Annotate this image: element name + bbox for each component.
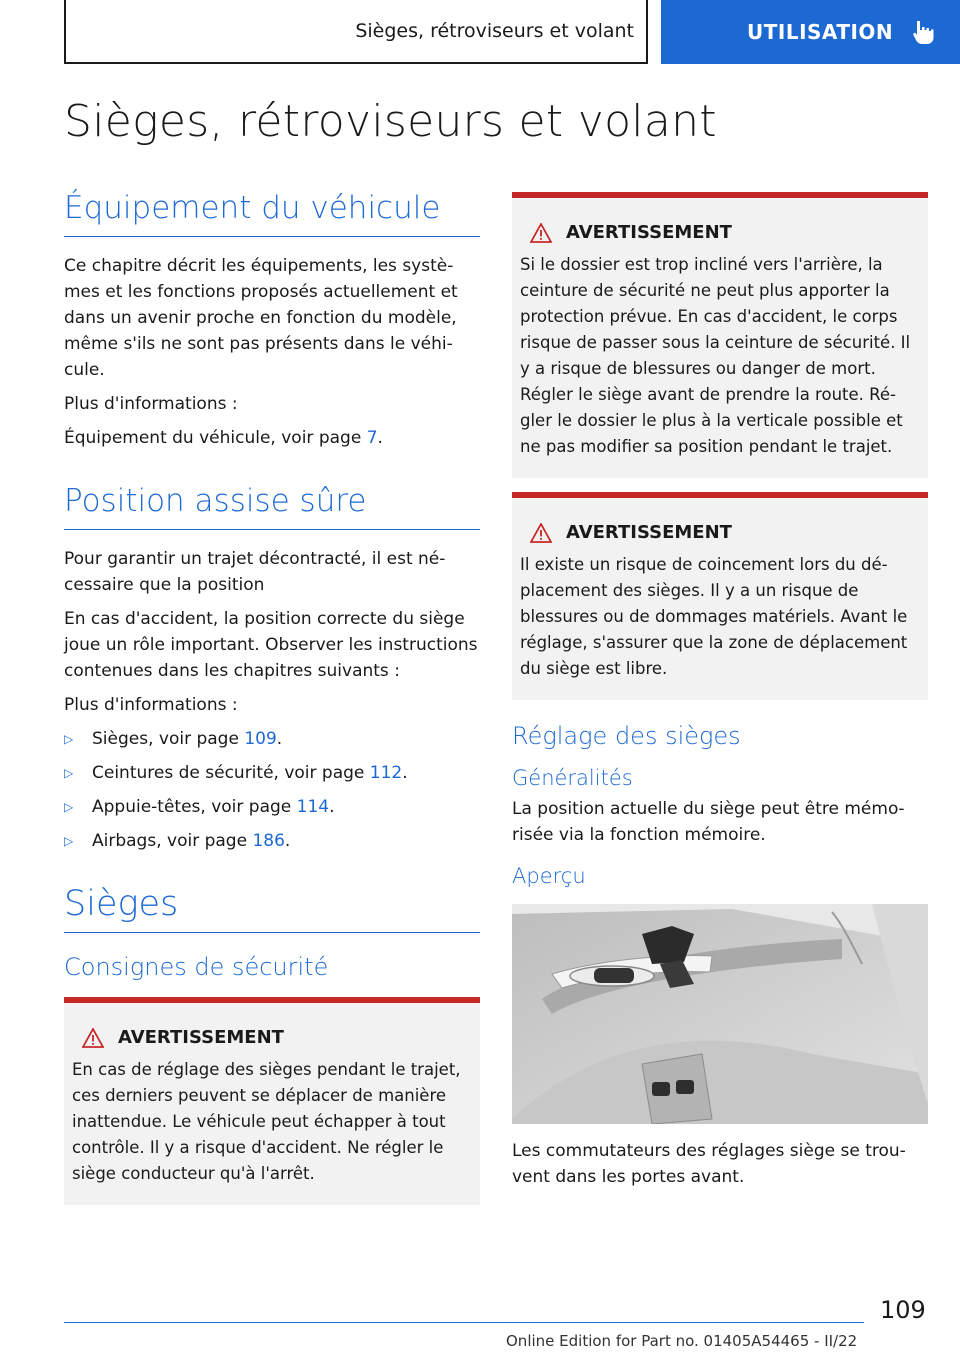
- heading-apercu: Aperçu: [512, 864, 586, 888]
- heading-reglage-sieges: Réglage des sièges: [512, 722, 741, 750]
- reference-list: [64, 726, 480, 854]
- heading-equipement: Équipement du véhicule: [64, 188, 480, 237]
- page-title: Sièges, rétroviseurs et volant: [64, 96, 717, 147]
- left-column: [64, 188, 480, 1205]
- paragraph-position-2: En cas d'accident, la position correcte du siège joue un rôle important. Observer les instructions contenues dans les chapitres suivants :: [64, 609, 478, 681]
- triangle-bullet-icon: ▷: [64, 800, 74, 814]
- warning-box: [512, 192, 928, 478]
- warning-body: Il existe un risque de coincement lors du déplacement des sièges. Il y a un risque de blessures ou de dommages matériels. Avant le réglage, s'assurer que la zone de déplacement du siège est libre.: [520, 555, 908, 678]
- more-info-label: Plus d'informations :: [64, 394, 238, 414]
- paragraph-generalites: La position actuelle du siège peut être mémorisée via la fonction mémoire.: [512, 799, 905, 845]
- warning-triangle-icon: [530, 523, 552, 543]
- list-item: ▷ Sièges, voir page 109.: [64, 726, 480, 752]
- paragraph-apercu: Les commutateurs des réglages siège se trouvent dans les portes avant.: [512, 1141, 906, 1187]
- paragraph-equipement: Ce chapitre décrit les équipements, les systèmes et les fonctions proposés actuellement et dans un avenir proche en fonction du modèle, même s'ils ne sont pas présents dans le véhicule.: [64, 256, 458, 380]
- list-item: ▷ Ceintures de sécurité, voir page 112.: [64, 760, 480, 786]
- warning-body: En cas de réglage des sièges pendant le trajet, ces derniers peuvent se déplacer de manière inattendue. Le véhicule peut échapper à tout contrôle. Il y a risque d'accident. Ne régler le siège conducteur qu'à l'arrêt.: [72, 1060, 461, 1183]
- warning-box: [64, 997, 480, 1205]
- more-info-label: Plus d'informations :: [64, 695, 238, 715]
- heading-generalites: Généralités: [512, 766, 633, 790]
- paragraph-position-1: Pour garantir un trajet décontracté, il est nécessaire que la position: [64, 549, 446, 595]
- warning-title: AVERTISSEMENT: [520, 520, 920, 546]
- equipement-ref-link[interactable]: 7: [366, 428, 378, 448]
- triangle-bullet-icon: ▷: [64, 732, 74, 746]
- page-number: 109: [880, 1296, 926, 1324]
- warning-triangle-icon: [530, 223, 552, 243]
- seat-switch-photo: [512, 904, 928, 1124]
- header-chapter-title: UTILISATION: [747, 20, 894, 44]
- header-section-tab: [64, 0, 648, 64]
- edition-note: Online Edition for Part no. 01405A54465 - II/22: [506, 1332, 858, 1350]
- footer-divider: [64, 1322, 864, 1323]
- header-chapter-tab: [661, 0, 960, 64]
- warning-body: Si le dossier est trop incliné vers l'arrière, la ceinture de sécurité ne peut plus apporter la protection prévue. En cas d'accident, le corps risque de passer sous la ceinture de sécurité. Il y a risque de blessures ou danger de mort. Régler le siège avant de prendre la route. Régler le dossier le plus à la verticale possible et ne pas modifier sa position pendant le trajet.: [520, 255, 911, 456]
- warning-triangle-icon: [82, 1028, 104, 1048]
- page-link[interactable]: 186: [252, 831, 285, 851]
- equipement-reference: Équipement du véhicule, voir page 7.: [64, 428, 383, 448]
- page-link[interactable]: 112: [369, 763, 403, 783]
- list-item: ▷ Appuie-têtes, voir page 114.: [64, 794, 480, 820]
- right-column: [512, 192, 928, 1198]
- warning-box: [512, 492, 928, 700]
- heading-consignes-securite: Consignes de sécurité: [64, 953, 329, 981]
- warning-title: AVERTISSEMENT: [72, 1025, 472, 1051]
- triangle-bullet-icon: ▷: [64, 834, 74, 848]
- triangle-bullet-icon: ▷: [64, 766, 74, 780]
- page-link[interactable]: 114: [296, 797, 330, 817]
- heading-position-assise: Position assise sûre: [64, 481, 480, 530]
- heading-sieges: Sièges: [64, 884, 480, 933]
- pointing-hand-icon: [911, 19, 935, 45]
- header-section-title: Sièges, rétroviseurs et volant: [355, 20, 634, 42]
- warning-title: AVERTISSEMENT: [520, 220, 920, 246]
- equipement-ref-text: Équipement du véhicule, voir page: [64, 428, 367, 448]
- list-item: ▷ Airbags, voir page 186.: [64, 828, 480, 854]
- page-link[interactable]: 109: [244, 729, 277, 749]
